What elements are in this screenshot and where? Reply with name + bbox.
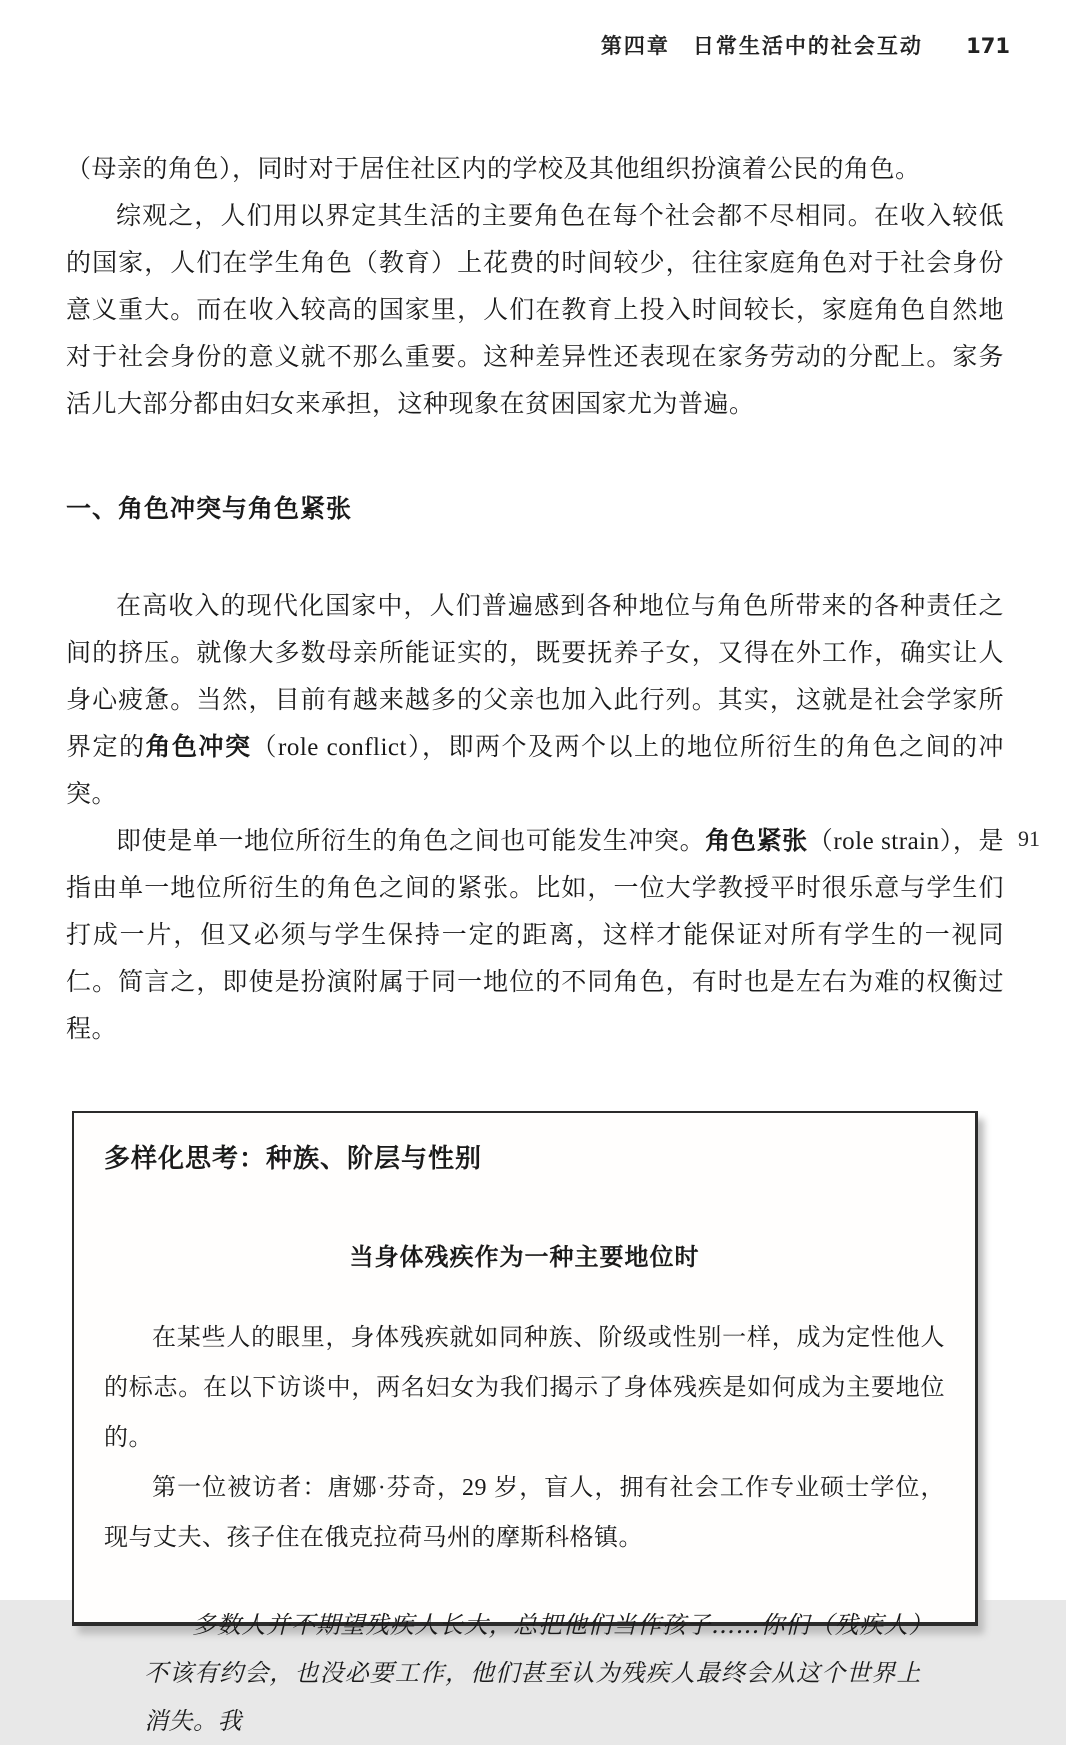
role-strain-text-pre: 即使是单一地位所衍生的角色之间也可能发生冲突。 (116, 828, 706, 855)
main-text-column (66, 146, 1004, 1735)
section-heading: 一、角色冲突与角色紧张 (66, 496, 353, 523)
role-conflict-text-post: （role conflict），即两个及两个以上的地位所衍生的角色之间的冲突。 (66, 734, 1004, 808)
margin-page-number: 91 (1018, 826, 1040, 851)
box-title: 多样化思考：种族、阶层与性别 (104, 1144, 483, 1173)
box-paragraph-intro: 在某些人的眼里，身体残疾就如同种族、阶级或性别一样，成为定性他人的标志。在以下访谈中，两名妇女为我们揭示了身体残疾是如何成为主要地位的。 (104, 1325, 945, 1451)
box-subtitle: 当身体残疾作为一种主要地位时 (349, 1243, 700, 1271)
chapter-title: 第四章 日常生活中的社会互动 (600, 34, 923, 58)
bold-term-role-conflict: 角色冲突 (145, 734, 252, 761)
paragraph-role-strain (66, 818, 1004, 1053)
role-strain-text-post: （role strain），是指由单一地位所衍生的角色之间的紧张。比如，一位大学教授平时很乐意与学生们打成一片，但又必须与学生保持一定的距离，这样才能保证对所有学生的一视同仁。简言之，即使是扮演附属于同一地位的不同角色，有时也是左右为难的权衡过程。 (66, 828, 1004, 1043)
running-head (601, 30, 1010, 60)
bold-term-role-strain: 角色紧张 (705, 828, 808, 855)
page-number: 171 (966, 34, 1010, 58)
box-paragraph-interviewee: 第一位被访者：唐娜·芬奇，29 岁，盲人，拥有社会工作专业硕士学位，现与丈夫、孩子住在俄克拉荷马州的摩斯科格镇。 (104, 1475, 945, 1551)
paragraph-continuation: （母亲的角色），同时对于居住社区内的学校及其他组织扮演着公民的角色。 (66, 156, 921, 183)
diversity-feature-box (72, 1111, 978, 1735)
paragraph-roles-overview: 综观之，人们用以界定其生活的主要角色在每个社会都不尽相同。在收入较低的国家，人们在学生角色（教育）上花费的时间较少，往往家庭角色对于社会身份意义重大。而在收入较高的国家里，人们在教育上投入时间较长，家庭角色自然地对于社会身份的意义就不那么重要。这种差异性还表现在家务劳动的分配上。家务活儿大部分都由妇女来承担，这种现象在贫困国家尤为普遍。 (66, 203, 1004, 418)
role-conflict-text-pre: 在高收入的现代化国家中，人们普遍感到各种地位与角色所带来的各种责任之间的挤压。就像大多数母亲所能证实的，既要抚养子女，又得在外工作，确实让人身心疲惫。当然，目前有越来越多的父亲也加入此行列。其实，这就是社会学家所界定的 (66, 593, 1004, 761)
box-interview-quote: 多数人并不期望残疾人长大，总把他们当作孩子……你们（残疾人）不该有约会，也没必要工作，他们甚至认为残疾人最终会从这个世界上消失。我 (144, 1611, 921, 1735)
paragraph-role-conflict (66, 583, 1004, 818)
